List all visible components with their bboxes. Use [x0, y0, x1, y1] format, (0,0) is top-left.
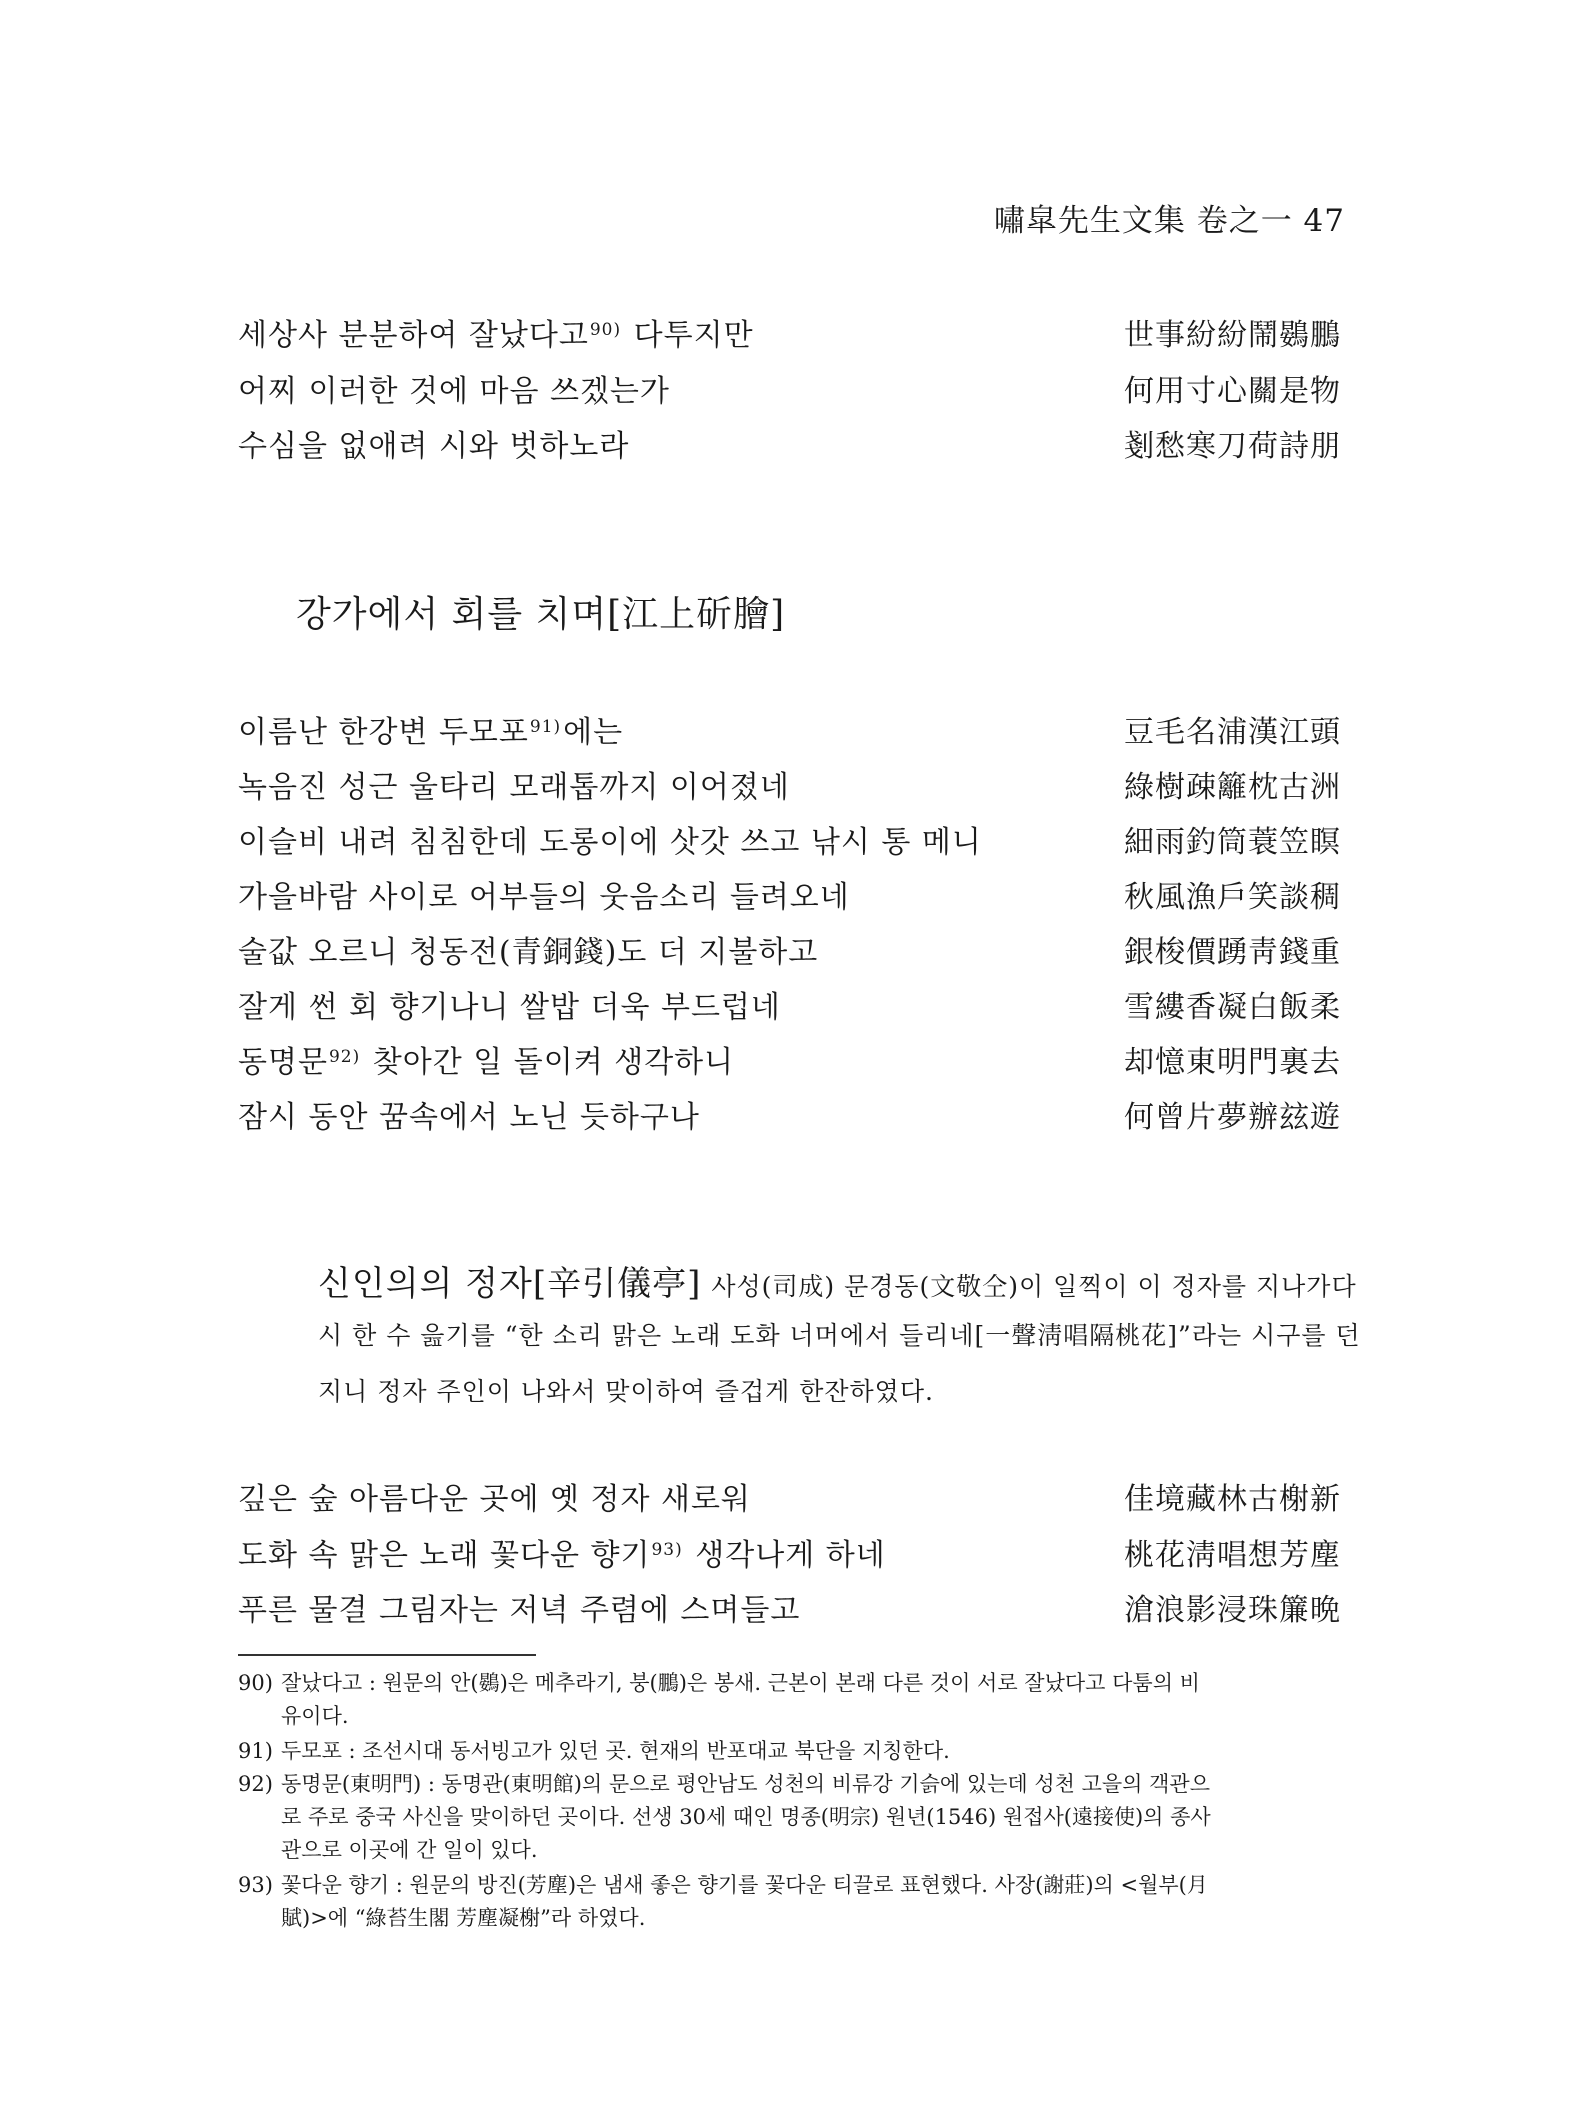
footnote-number: 90) — [238, 1671, 273, 1695]
poem-line — [238, 1037, 1341, 1080]
chinese-line: 却憶東明門裏去 — [1124, 1045, 1341, 1080]
poem-line — [238, 1092, 1341, 1135]
poem-line — [238, 366, 1341, 409]
korean-line: 깊은 숲 아름다운 곳에 옛 정자 새로워 — [238, 1482, 751, 1517]
footnote-93 — [238, 1869, 1341, 1935]
footnote-number: 93) — [238, 1873, 273, 1897]
chinese-line: 何曾片夢辦玆遊 — [1124, 1100, 1341, 1135]
chinese-line: 佳境藏林古榭新 — [1124, 1482, 1341, 1517]
footnote-text: 두모포 : 조선시대 동서빙고가 있던 곳. 현재의 반포대교 북단을 지칭한다. — [281, 1739, 950, 1763]
poem-line — [238, 1585, 1341, 1628]
footnote-divider — [238, 1654, 536, 1656]
chinese-line: 細雨釣筒蓑笠瞑 — [1124, 825, 1341, 860]
footnote-ref[interactable]: 92) — [328, 1047, 361, 1067]
korean-line: 어찌 이러한 것에 마음 쓰겠는가 — [238, 374, 670, 409]
korean-line: 이름난 한강변 두모포$^{91)}$에는 — [238, 715, 624, 750]
poem-title: 신인의의 정자[辛引儀亭] — [318, 1264, 702, 1304]
korean-line: 이슬비 내려 침침한데 도롱이에 삿갓 쓰고 낚시 통 메니 — [238, 825, 982, 860]
poem-line — [238, 310, 1341, 353]
intro-note: 시 한 수 읊기를 “한 소리 맑은 노래 도화 너머에서 들리네[一聲淸唱隔桃花]”라는 시구를 던 — [318, 1321, 1361, 1350]
footnote-text: 로 주로 중국 사신을 맞이하던 곳이다. 선생 30세 때인 명종(明宗) 원년(1546) 원접사(遠接使)의 종사 — [281, 1805, 1211, 1829]
chinese-line: 剗愁寒刀荷詩朋 — [1124, 429, 1341, 464]
korean-line: 푸른 물결 그림자는 저녁 주렴에 스며들고 — [238, 1593, 801, 1628]
poem-line — [238, 762, 1341, 805]
intro-note: 사성(司成) 문경동(文敬仝)이 일찍이 이 정자를 지나가다 — [711, 1272, 1357, 1301]
footnote-ref[interactable]: 93) — [651, 1540, 683, 1560]
footnote-text: 꽃다운 향기 : 원문의 방진(芳塵)은 냄새 좋은 향기를 꽃다운 티끌로 표현했다. 사장(謝莊)의 <월부(月 — [281, 1873, 1208, 1897]
footnote-text: 賦)>에 “綠苔生閣 芳塵凝榭”라 하였다. — [281, 1906, 646, 1930]
chinese-line: 銀梭價踴靑錢重 — [1124, 935, 1341, 970]
korean-line: 잘게 썬 회 향기나니 쌀밥 더욱 부드럽네 — [238, 990, 781, 1025]
chinese-line: 綠樹疎籬枕古洲 — [1124, 770, 1341, 805]
footnote-91 — [238, 1735, 1341, 1768]
intro-note: 지니 정자 주인이 나와서 맞이하여 즐겁게 한잔하였다. — [318, 1377, 934, 1406]
korean-line: 가을바람 사이로 어부들의 웃음소리 들려오네 — [238, 880, 850, 915]
poem-line — [238, 872, 1341, 915]
poem-line — [238, 817, 1341, 860]
chinese-line: 世事紛紛鬧鷃鵬 — [1124, 318, 1341, 353]
footnote-ref[interactable]: 91) — [529, 717, 562, 737]
poem-line — [238, 1530, 1341, 1573]
footnote-number: 92) — [238, 1772, 273, 1796]
chinese-line: 秋風漁戶笑談稠 — [1124, 880, 1341, 915]
poem-line — [238, 927, 1341, 970]
korean-line: 세상사 분분하여 잘났다고$^{90)}$ 다투지만 — [238, 318, 754, 353]
footnote-92 — [238, 1768, 1341, 1867]
poem-title: 강가에서 회를 치며[江上斫膾] — [296, 594, 786, 635]
footnote-90 — [238, 1667, 1341, 1733]
poem-line — [238, 1474, 1341, 1517]
korean-line: 수심을 없애려 시와 벗하노라 — [238, 429, 630, 464]
korean-line: 녹음진 성근 울타리 모래톱까지 이어졌네 — [238, 770, 790, 805]
poem-line — [238, 982, 1341, 1025]
korean-line: 동명문$^{92)}$ 찾아간 일 돌이켜 생각하니 — [238, 1045, 735, 1080]
poem-line — [238, 421, 1341, 464]
footnote-number: 91) — [238, 1739, 273, 1763]
running-header: 嘯皐先生文集 卷之一 47 — [993, 203, 1345, 239]
chinese-line: 何用寸心關是物 — [1124, 374, 1341, 409]
chinese-line: 桃花淸唱想芳塵 — [1124, 1538, 1341, 1573]
poem-line — [238, 707, 1341, 750]
footnote-ref[interactable]: 90) — [589, 320, 622, 340]
poem-intro — [318, 1256, 1357, 1305]
chinese-line: 雪縷香凝白飯柔 — [1124, 990, 1341, 1025]
korean-line: 술값 오르니 청동전(青銅錢)도 더 지불하고 — [238, 935, 819, 970]
korean-line: 도화 속 맑은 노래 꽃다운 향기$^{93)}$ 생각나게 하네 — [238, 1538, 886, 1573]
footnote-text: 잘났다고 : 원문의 안(鷃)은 메추라기, 붕(鵬)은 봉새. 근본이 본래 다른 것이 서로 잘났다고 다툼의 비 — [281, 1671, 1200, 1695]
footnote-text: 동명문(東明門) : 동명관(東明館)의 문으로 평안남도 성천의 비류강 기슭에 있는데 성천 고을의 객관으 — [281, 1772, 1210, 1796]
footnote-text: 유이다. — [281, 1704, 349, 1728]
chinese-line: 滄浪影浸珠簾晩 — [1124, 1593, 1341, 1628]
footnote-text: 관으로 이곳에 간 일이 있다. — [281, 1838, 538, 1862]
chinese-line: 豆毛名浦漢江頭 — [1124, 715, 1341, 750]
korean-line: 잠시 동안 꿈속에서 노닌 듯하구나 — [238, 1100, 700, 1135]
